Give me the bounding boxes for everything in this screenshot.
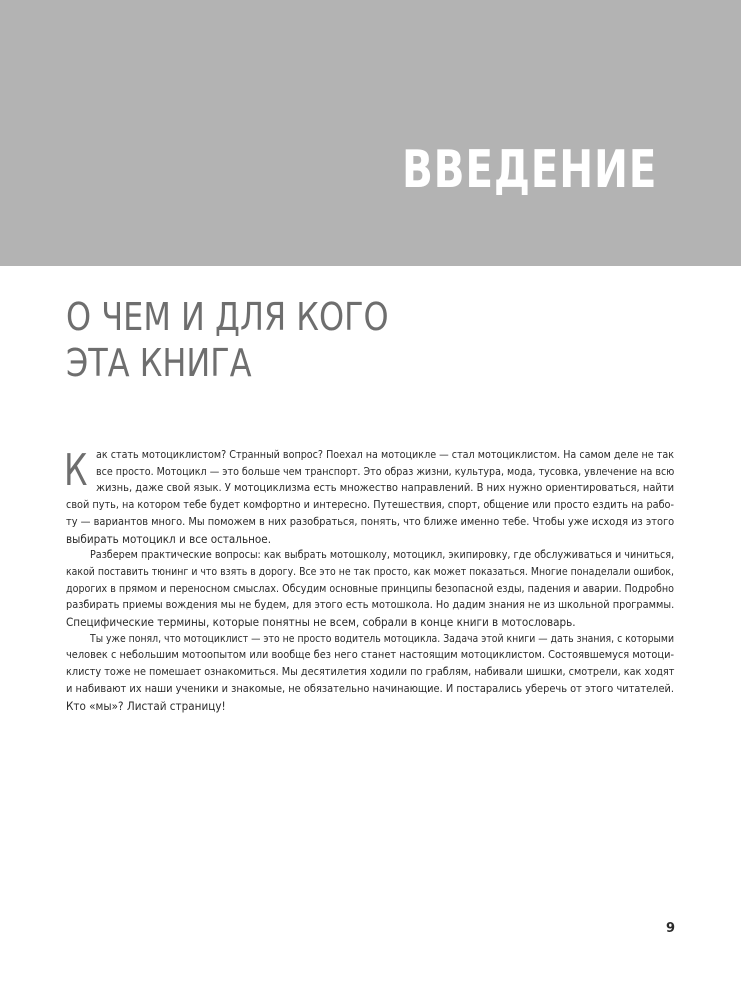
paragraph-line: разбирать приемы вождения мы не будем, для этого есть мотошкола. Но дадим знания не из школьной программы. bbox=[66, 598, 675, 612]
section-title-line-2: ЭТА КНИГА bbox=[66, 341, 252, 385]
paragraph-line: дорогих в прямом и переносном смыслах. Обсудим основные принципы безопасной езды, падения и аварии. Подробно bbox=[66, 581, 674, 595]
paragraph-line: выбирать мотоцикл и все остальное. bbox=[66, 531, 272, 546]
section-title-line-1: О ЧЕМ И ДЛЯ КОГО bbox=[66, 295, 389, 339]
section-title bbox=[66, 294, 389, 386]
paragraph-line: Ты уже понял, что мотоциклист — это не просто водитель мотоцикла. Задача этой книги — дать знания, с которыми bbox=[90, 632, 674, 645]
paragraph-line: ак стать мотоциклистом? Странный вопрос? Поехал на мотоцикле — стал мотоциклистом. На самом деле не так bbox=[96, 448, 674, 461]
page-number: 9 bbox=[665, 921, 675, 936]
paragraph-line: человек с небольшим мотоопытом или вообще без него станет настоящим мотоциклистом. Состоявшемуся мотоци- bbox=[66, 648, 674, 662]
paragraph-line: свой путь, на котором тебе будет комфортно и интересно. Путешествия, спорт, общение или просто ездить на рабо- bbox=[66, 498, 674, 512]
chapter-title: ВВЕДЕНИЕ bbox=[401, 140, 657, 200]
paragraph-line: жизнь, даже свой язык. У мотоциклизма есть множество направлений. В них нужно ориентироваться, найти bbox=[96, 481, 675, 495]
drop-cap: К bbox=[64, 445, 88, 496]
paragraph-1 bbox=[66, 447, 674, 547]
paragraph-line: клисту тоже не помешает ознакомиться. Мы десятилетия ходили по граблям, набивали шишки, смотрели, как ходят bbox=[66, 665, 675, 679]
body-text bbox=[66, 447, 674, 714]
paragraph-line: все просто. Мотоцикл — это больше чем транспорт. Это образ жизни, культура, мода, тусовка, увлечение на всю bbox=[96, 464, 675, 478]
paragraph-line: какой поставить тюнинг и что взять в дорогу. Все это не так просто, как может показаться. Многие понаделали ошибок, bbox=[66, 565, 674, 578]
paragraph-3 bbox=[66, 631, 674, 715]
paragraph-1-wrapper bbox=[66, 447, 674, 547]
paragraph-line: Специфические термины, которые понятны не всем, собрали в конце книги в мотословарь. bbox=[66, 615, 576, 630]
paragraph-2 bbox=[66, 547, 674, 631]
chapter-header-band bbox=[0, 0, 741, 266]
paragraph-line: Разберем практические вопросы: как выбрать мотошколу, мотоцикл, экипировку, где обслуживаться и чиниться, bbox=[90, 548, 675, 562]
paragraph-line: и набивают их наши ученики и знакомые, не обязательно начинающие. И постарались уберечь от этого читателей. bbox=[66, 681, 674, 695]
paragraph-line: Кто «мы»? Листай страницу! bbox=[66, 698, 226, 713]
paragraph-line: ту — вариантов много. Мы поможем в них разобраться, понять, что ближе именно тебе. Чтобы уже исходя из этого bbox=[66, 514, 675, 528]
